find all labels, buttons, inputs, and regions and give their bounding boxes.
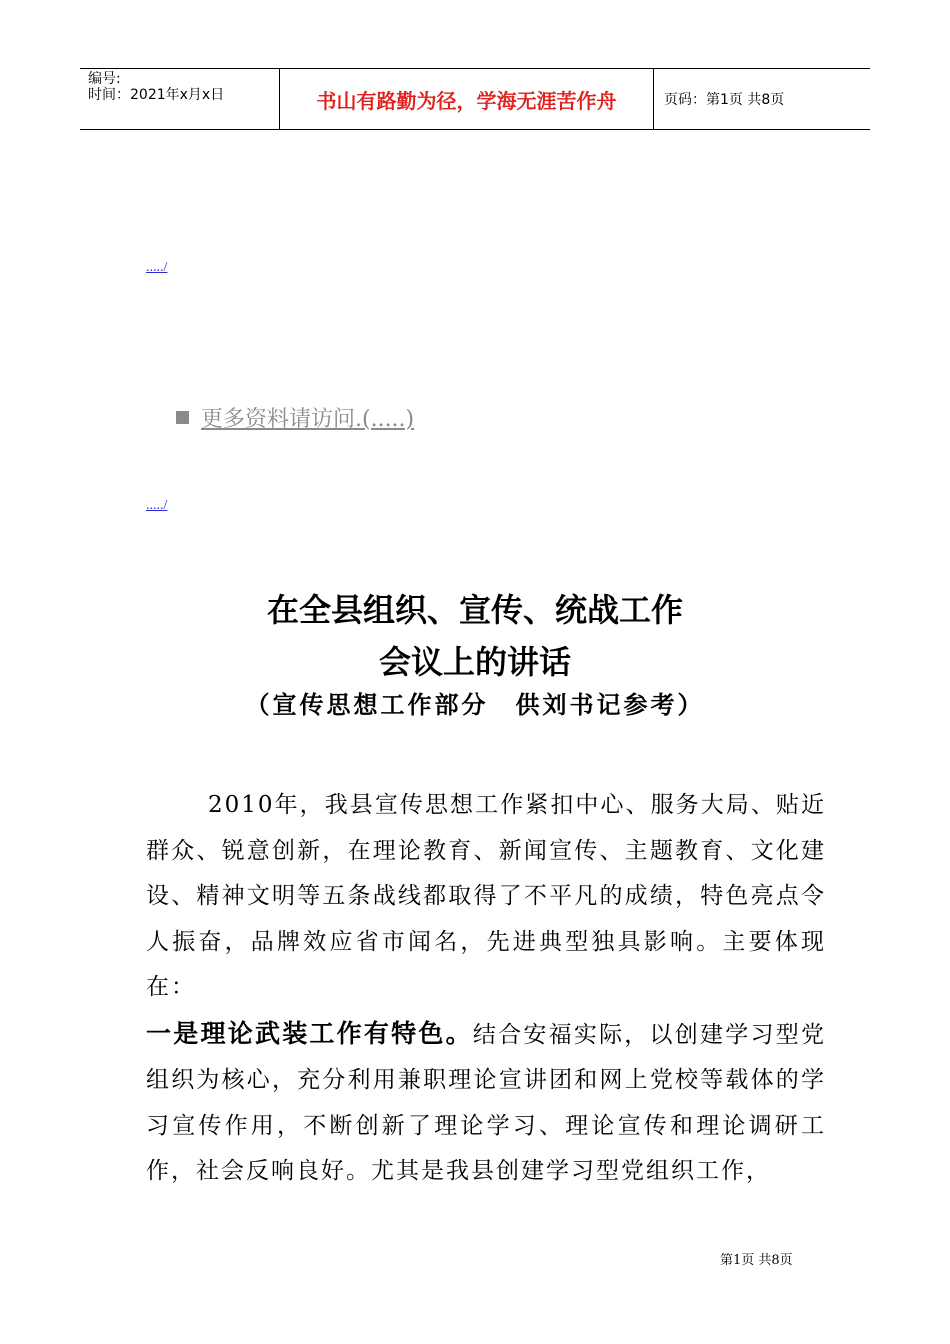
document-title-line2: 会议上的讲话 [378,643,571,681]
number-label: 编号: [88,71,121,87]
square-bullet-icon [176,411,189,424]
document-subtitle: （宣传思想工作部分 供刘书记参考） [245,691,705,719]
page-footer: 第1页 共8页 [720,1253,793,1268]
time-label: 时间：2021年x月x日 [88,87,225,103]
page-header [80,68,870,130]
header-page-info: 页码：第1页 共8页 [664,92,785,108]
link-bottom[interactable]: ...../ [146,498,168,513]
link-top[interactable]: ...../ [146,260,168,275]
more-resources-link[interactable] [176,402,414,433]
paragraph-1: 2010年，我县宣传思想工作紧扣中心、服务大局、贴近群众、锐意创新，在理论教育、新闻宣传、主题教育、文化建设、精神文明等五条战线都取得了不平凡的成绩，特色亮点令人振奋，品牌效应省市闻名，先进典型独具影响。主要体现在： [146,792,826,1000]
paragraph-2-heading: 一是理论武装工作有特色。 [146,1018,473,1048]
header-meta [80,69,280,129]
document-title-line1: 在全县组织、宣传、统战工作 [266,591,683,629]
document-body [146,783,826,1195]
paragraph-2 [146,1011,826,1195]
header-motto: 书山有路勤为径，学海无涯苦作舟 [280,69,654,129]
more-resources-text[interactable]: 更多资料请访问.(.....) [201,407,415,432]
paragraph-2-text: 结合安福实际，以创建学习型党组织为核心，充分利用兼职理论宣讲团和网上党校等载体的学习宣传作用，不断创新了理论学习、理论宣传和理论调研工作，社会反响良好。尤其是我县创建学习型党组织工作， [146,1021,826,1184]
